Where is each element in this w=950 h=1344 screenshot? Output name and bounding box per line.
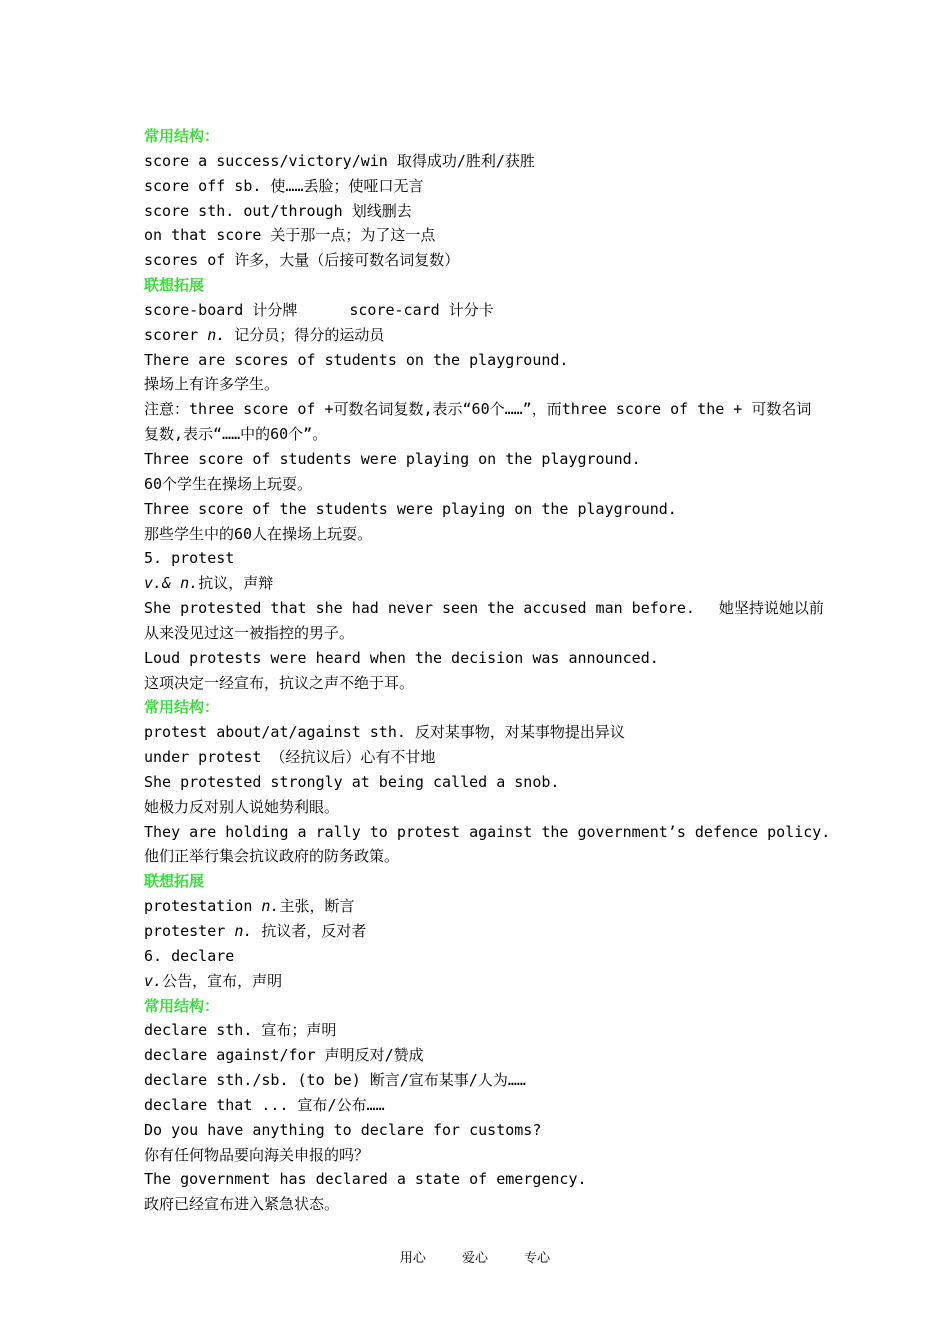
text-line: declare sth./sb. (to be) 断言/宣布某事/人为……	[144, 1071, 526, 1090]
text-line: declare that ... 宣布/公布……	[144, 1095, 385, 1114]
text-line: Do you have anything to declare for customs?	[144, 1120, 542, 1139]
pos-line	[144, 969, 824, 994]
vocab-definition: 主张，断言	[279, 897, 355, 916]
page-footer	[0, 1247, 950, 1266]
pos-definition: 公告，宣布，声明	[162, 971, 283, 990]
example-paragraph	[144, 596, 824, 646]
section-heading: 常用结构：	[144, 698, 220, 717]
text-line: score a success/victory/win 取得成功/胜利/获胜	[144, 151, 535, 170]
part-of-speech: v.	[144, 971, 163, 990]
text-line: 政府已经宣布进入紧急状态。	[144, 1195, 340, 1214]
part-of-speech: n.	[261, 897, 280, 916]
text-line: 60个学生在操场上玩耍。	[144, 474, 313, 493]
vocab-line	[144, 323, 824, 348]
vocab-line	[144, 894, 824, 919]
text-line: 操场上有许多学生。	[144, 375, 280, 394]
text-line: declare sth. 宣布；声明	[144, 1021, 337, 1040]
text-line: declare against/for 声明反对/赞成	[144, 1046, 424, 1065]
section-heading: 联想拓展	[144, 872, 205, 891]
text-line: The government has declared a state of emergency.	[144, 1170, 587, 1189]
text-line: score sth. out/through 划线删去	[144, 201, 412, 220]
footer-item: 专心	[524, 1251, 551, 1266]
text-line: on that score 关于那一点；为了这一点	[144, 226, 436, 245]
vocab-word: protester	[144, 922, 226, 940]
footer-item: 爱心	[461, 1251, 488, 1266]
text-line: There are scores of students on the playground.	[144, 350, 569, 369]
vocab-definition: 记分员；得分的运动员	[225, 325, 385, 344]
example-translation: 她坚持说她以前从来没见过这一被指控的男子。	[144, 599, 824, 642]
example-sentence: She protested that she had never seen the accused man before.	[144, 599, 695, 618]
entry-heading: 5. protest	[144, 549, 235, 568]
pos-line	[144, 571, 824, 596]
text-line: 她极力反对别人说她势利眼。	[144, 797, 340, 816]
vocab-word: protestation	[144, 897, 253, 916]
section-heading: 联想拓展	[144, 276, 205, 295]
vocab-word: scorer	[144, 325, 199, 344]
text-line-pair	[144, 298, 824, 323]
pair-left: score-board 计分牌	[144, 300, 298, 319]
footer-item: 用心	[399, 1251, 426, 1266]
document-body	[144, 124, 831, 1217]
text-line: Loud protests were heard when the decision was announced.	[144, 648, 659, 667]
text-line: 这项决定一经宣布，抗议之声不绝于耳。	[144, 673, 415, 692]
note-paragraph: 注意：three score of +可数名词复数,表示“60个……”，而three score of the + 可数名词复数,表示“……中的60个”。	[144, 400, 812, 444]
text-line: 他们正举行集会抗议政府的防务政策。	[144, 847, 400, 866]
vocab-line	[144, 919, 824, 944]
text-line: 你有任何物品要向海关申报的吗？	[144, 1145, 370, 1164]
part-of-speech: n.	[234, 922, 253, 940]
section-heading: 常用结构：	[144, 127, 220, 145]
pos-definition: 抗议，声辩	[198, 574, 274, 593]
section-heading: 常用结构：	[144, 996, 220, 1015]
text-line: protest about/at/against sth. 反对某事物，对某事物提出异议	[144, 723, 625, 742]
pair-right: score-card 计分卡	[349, 300, 494, 319]
text-line: She protested strongly at being called a snob.	[144, 772, 560, 791]
text-line: They are holding a rally to protest against the government’s defence policy.	[144, 822, 831, 841]
text-line: under protest （经抗议后）心有不甘地	[144, 748, 436, 767]
text-line: Three score of students were playing on the playground.	[144, 449, 641, 468]
text-line: score off sb. 使……丢脸；使哑口无言	[144, 176, 424, 195]
vocab-definition: 抗议者，反对者	[252, 922, 367, 940]
part-of-speech: n.	[207, 325, 226, 344]
text-line: 那些学生中的60人在操场上玩耍。	[144, 524, 373, 543]
text-line: scores of 许多，大量（后接可数名词复数）	[144, 251, 460, 270]
part-of-speech: v.& n.	[144, 574, 199, 593]
text-line: Three score of the students were playing on the playground.	[144, 499, 677, 518]
entry-heading: 6. declare	[144, 946, 235, 965]
